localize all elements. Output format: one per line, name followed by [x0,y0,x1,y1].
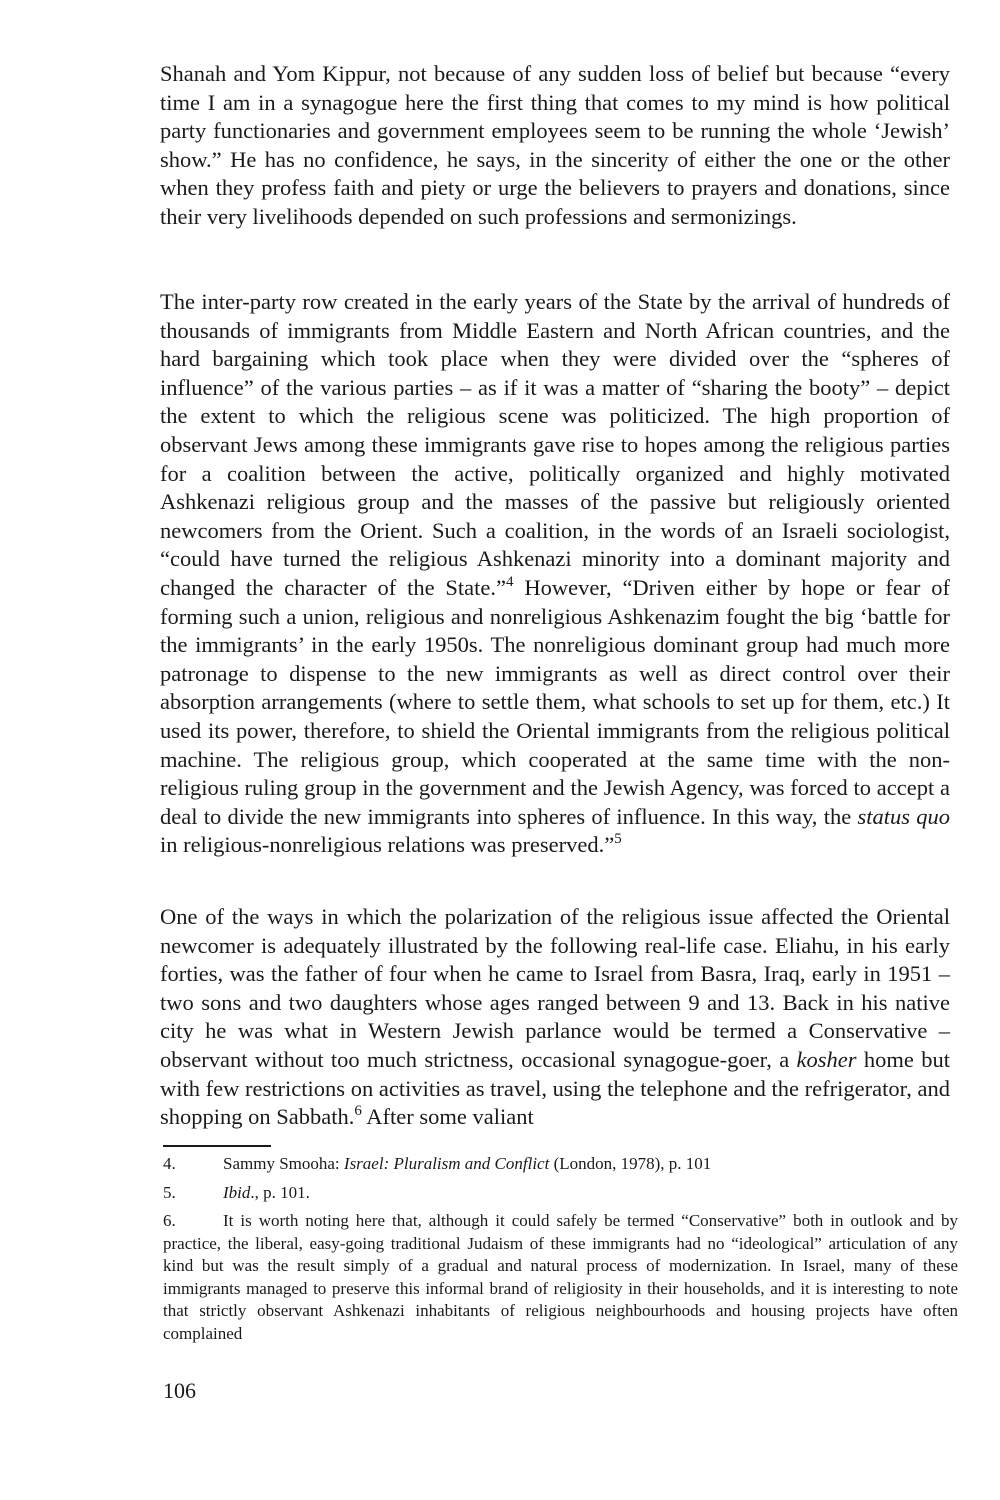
footnote-5 [163,1182,958,1205]
para-2-italic-status-quo: status quo [857,803,951,829]
para-2-seg-2: However, “Driven either by hope or fear of forming such a union, religious and nonreligious Ashkenazim fought the big ‘battle for the immigrants’ in the early 1950s. The nonreligious dominant group had much more patronage to dispense to the new immigrants as well as direct control over their absorption arrangements (where to settle them, what schools to set up for them, etc.) It used its power, therefore, to shield the Oriental immigrants from the religious political machine. The religious group, which cooperated at the same time with the non-religious ruling group in the government and the Jewish Agency, was forced to accept a deal to divide the new immigrants into spheres of influence. In this way, the [160,574,950,829]
footnote-number: 4. [163,1154,176,1173]
para-3-italic-kosher: kosher [796,1046,857,1072]
footnote-4 [163,1153,958,1176]
para-3-seg-2: home but with few restrictions on activities as travel, using the telephone and the refrigerator, and shopping on Sabbath. [160,1046,950,1130]
footnote-4-seg-0: Sammy Smooha: [223,1154,344,1173]
footnote-ref-5: 5 [614,831,622,848]
footnote-ref-6: 6 [354,1103,362,1120]
footnote-6-seg-0: It is worth noting here that, although it could safely be termed “Conservative” both in outlook and by practice, the liberal, easy-going traditional Judaism of these immigrants had no “ideological” articulation of any kind but was the result simply of a gradual and natural process of modernization. In Israel, many of these immigrants managed to preserve this informal brand of religiosity in their households, and it is interesting to note that strictly observant Ashkenazi inhabitants of religious neighbourhoods and housing projects have often complained [163,1211,958,1343]
footnotes [163,1153,958,1351]
para-2-seg-0: The inter-party row created in the early years of the State by the arrival of hundreds of thousands of immigrants from Middle Eastern and North African countries, and the hard bargaining which took place when they were divided over the “spheres of influence” of the various parties – as if it was a matter of “sharing the booty” – depict the extent to which the religious scene was politicized. The high proportion of observant Jews among these immigrants gave rise to hopes among the religious parties for a coalition between the active, politically organized and highly motivated Ashkenazi religious group and the masses of the passive but religiously oriented newcomers from the Orient. Such a coalition, in the words of an Israeli sociologist, “could have turned the religious Ashkenazi minority into a dominant majority and changed the character of the State.” [160,289,950,600]
para-1-seg-0: Shanah and Yom Kippur, not because of any sudden loss of belief but because “every time I am in a synagogue here the first thing that comes to my mind is how political party functionaries and government employees seem to be running the whole ‘Jewish’ show.” He has no confidence, he says, in the sincerity of either the one or the other when they profess faith and piety or urge the believers to prayers and donations, since their very livelihoods depended on such professions and sermonizings. [160,61,950,229]
footnote-4-seg-2: (London, 1978), p. 101 [549,1154,712,1173]
footnote-number: 5. [163,1182,176,1202]
footnote-5-seg-1: ., p. 101. [250,1182,310,1202]
footnote-number: 6. [163,1211,176,1230]
footnote-divider [163,1145,271,1147]
body-paragraph-2 [160,288,950,860]
page-number: 106 [163,1378,196,1403]
footnote-6 [163,1210,958,1345]
body-paragraph-1 [160,60,950,232]
para-2-seg-4: in religious-nonreligious relations was preserved.” [160,832,615,858]
para-3-seg-4: After some valiant [361,1104,534,1130]
para-3-seg-0: One of the ways in which the polarization of the religious issue affected the Oriental newcomer is adequately illustrated by the following real-life case. Eliahu, in his early forties, was the father of four when he came to Israel from Basra, Iraq, early in 1951 – two sons and two daughters whose ages ranged between 9 and 13. Back in his native city he was what in Western Jewish parlance would be termed a Conservative – observant without too much strictness, occasional synagogue-goer, a [160,904,950,1072]
footnote-ref-4: 4 [506,573,514,590]
footnote-5-ibid: Ibid [223,1182,251,1202]
body-paragraph-3 [160,903,950,1132]
footnote-4-book-title: Israel: Pluralism and Conflict [343,1154,550,1173]
